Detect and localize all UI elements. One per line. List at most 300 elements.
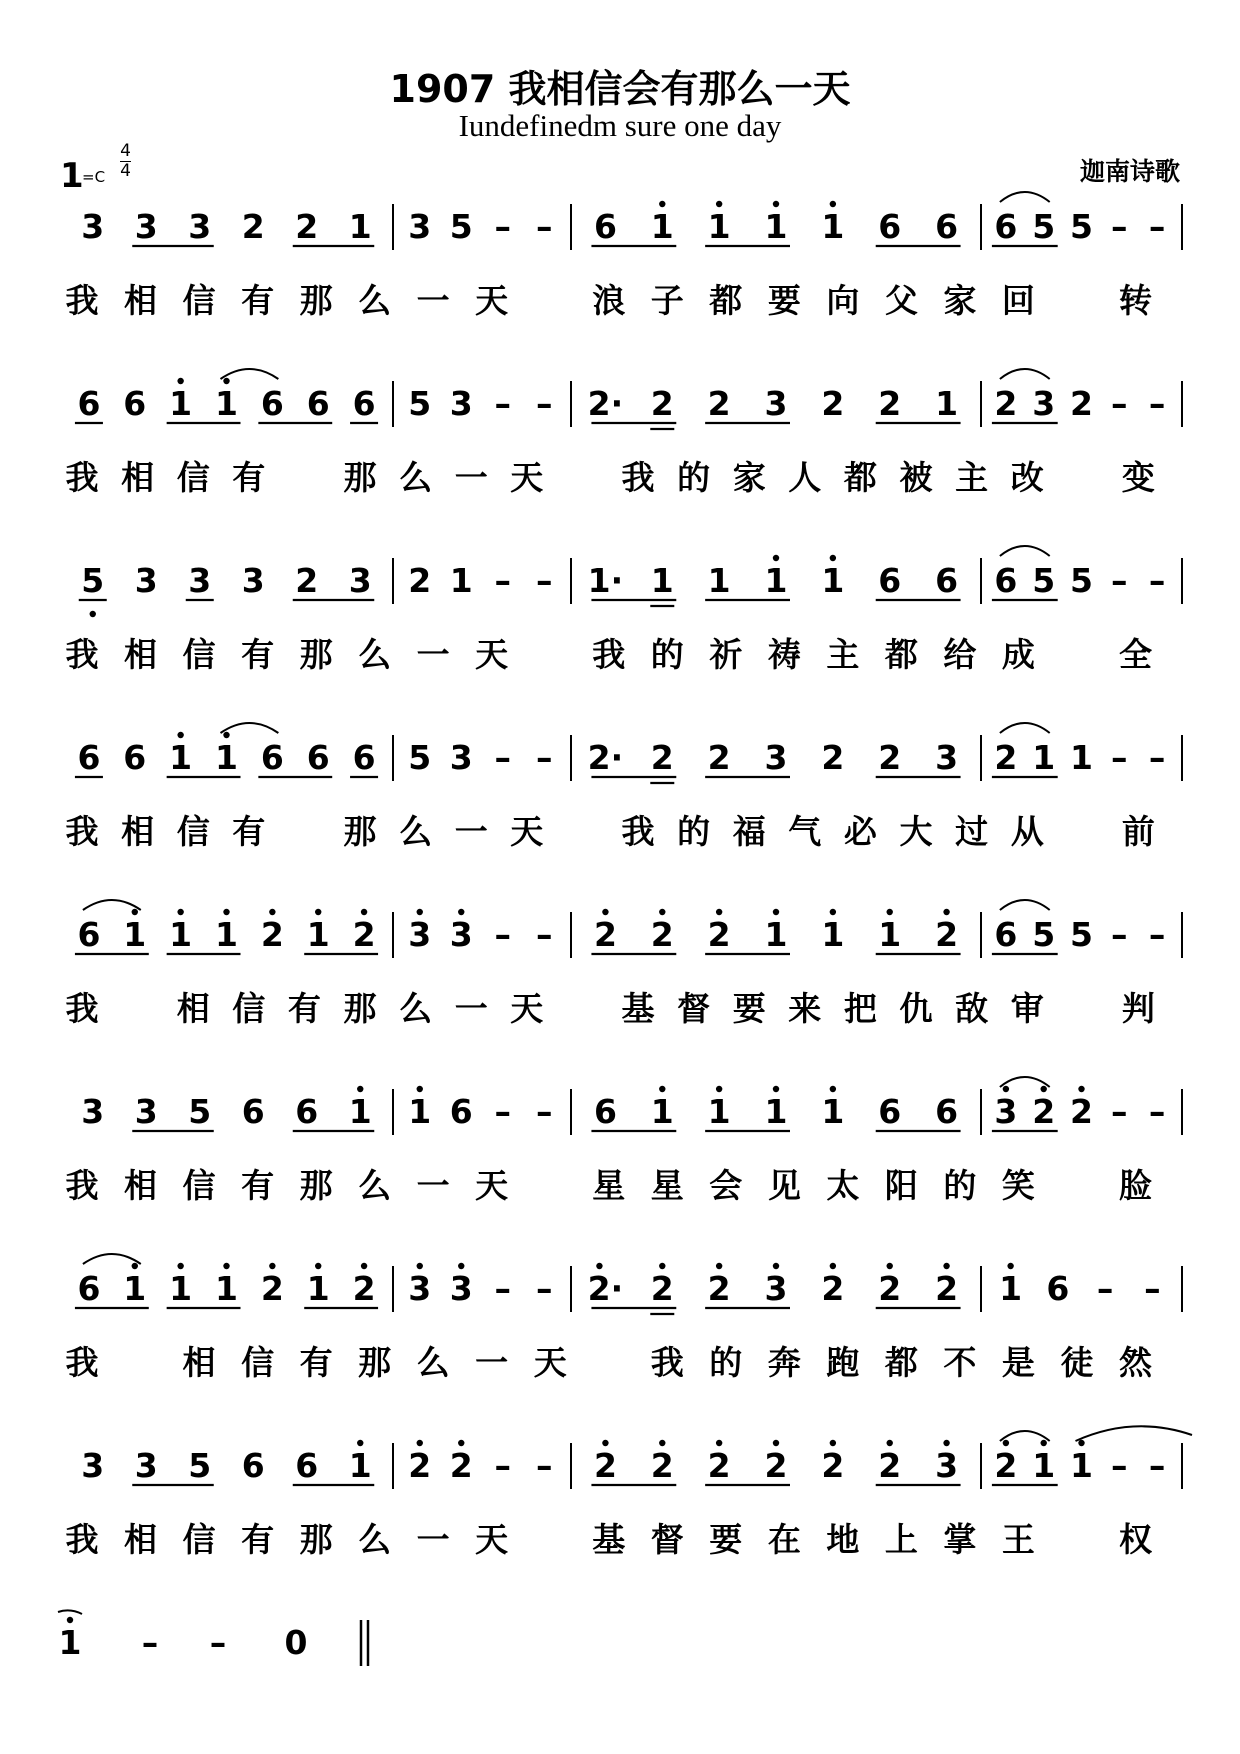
high-octave-dot <box>223 732 229 738</box>
high-octave-dot <box>943 1440 949 1446</box>
high-octave-dot <box>1078 1086 1084 1092</box>
note-digit: 1 <box>169 915 193 954</box>
note-digit: 6 <box>77 384 101 423</box>
slur <box>83 900 141 910</box>
note-digit: 2 <box>878 384 902 423</box>
high-octave-dot <box>716 201 722 207</box>
high-octave-dot <box>1007 1263 1013 1269</box>
lyric-char: 天 <box>510 812 544 851</box>
key-label: =C <box>82 168 106 186</box>
high-octave-dot <box>315 909 321 915</box>
lyric-char: 那 <box>343 458 377 497</box>
lyric-char: 的 <box>709 1343 743 1382</box>
high-octave-dot <box>716 1263 722 1269</box>
note-digit: 6 <box>994 915 1018 954</box>
lyric-char: 督 <box>677 989 711 1028</box>
lyric-char: 回 <box>1001 281 1035 320</box>
lyric-char: 在 <box>767 1520 801 1559</box>
high-octave-dot <box>659 201 665 207</box>
note-digit: 1 <box>215 384 238 423</box>
note-digit: 2 <box>707 1269 731 1308</box>
lyric-char: 必 <box>843 812 877 851</box>
dash-hold: – <box>1111 915 1128 954</box>
note-digit: 3 <box>935 1446 959 1485</box>
lyric-char: 都 <box>843 458 877 497</box>
note-digit: 2 <box>1070 384 1093 423</box>
lyric-char: 要 <box>709 1520 743 1559</box>
note-digit: 6 <box>593 1092 617 1131</box>
lyric-char: 有 <box>241 281 275 320</box>
note-digit: 5 <box>1070 915 1093 954</box>
lyric-char: 要 <box>767 281 801 320</box>
note-digit: 1 <box>821 1092 845 1131</box>
high-octave-dot <box>943 1263 949 1269</box>
high-octave-dot <box>132 909 138 915</box>
note-digit: 3 <box>1032 384 1056 423</box>
lyric-char: 祷 <box>767 635 801 674</box>
lyric-char: 天 <box>510 458 544 497</box>
lyric-char: 我 <box>65 989 99 1028</box>
lyric-char: 天 <box>533 1343 567 1382</box>
high-octave-dot <box>830 1086 836 1092</box>
dash-hold: – <box>1111 1092 1128 1131</box>
lyric-char: 是 <box>1001 1343 1035 1382</box>
note-digit: 3 <box>764 1269 788 1308</box>
lyric-char: 天 <box>475 1166 509 1205</box>
high-octave-dot <box>458 1440 464 1446</box>
note-digit: 6 <box>935 1092 959 1131</box>
note-digit: 2 <box>352 1269 376 1308</box>
lyric-char: 我 <box>65 281 99 320</box>
dash-hold: – <box>494 915 511 954</box>
high-octave-dot <box>177 909 183 915</box>
lyric-char: 信 <box>241 1343 275 1382</box>
high-octave-dot <box>177 1263 183 1269</box>
lyric-char: 么 <box>399 458 433 497</box>
note-digit: 5 <box>188 1446 212 1485</box>
tie-end <box>58 1610 82 1614</box>
lyric-char: 基 <box>592 1520 626 1559</box>
note-digit: 6 <box>306 738 330 777</box>
lyric-char: 家 <box>732 458 766 497</box>
lyric-char: 有 <box>232 812 266 851</box>
lyric-char: 浪 <box>592 281 626 320</box>
lyric-char: 的 <box>650 635 684 674</box>
dash-hold: – <box>494 1269 511 1308</box>
high-octave-dot <box>223 378 229 384</box>
high-octave-dot <box>357 1086 363 1092</box>
lyric-char: 跑 <box>826 1343 860 1382</box>
note-digit: 1 <box>215 915 238 954</box>
note-digit: 1 <box>449 561 473 600</box>
lyric-char: 过 <box>955 812 989 851</box>
high-octave-dot <box>773 909 779 915</box>
note-digit: 1· <box>587 561 624 600</box>
note-digit: 3 <box>449 915 473 954</box>
dash-hold: – <box>1148 1446 1166 1485</box>
high-octave-dot <box>223 909 229 915</box>
note-digit: 1 <box>1032 1446 1056 1485</box>
meter-top: 4 <box>120 141 131 161</box>
note-digit: 6 <box>878 207 902 246</box>
lyric-char: 掌 <box>943 1520 977 1559</box>
note-digit: 2 <box>593 915 617 954</box>
note-digit: 2 <box>408 561 432 600</box>
key-signature: 1 <box>60 156 84 196</box>
note-digit: 2 <box>707 738 731 777</box>
lyric-char: 一 <box>454 458 488 497</box>
high-octave-dot <box>269 909 275 915</box>
lyric-char: 见 <box>767 1166 801 1205</box>
slur <box>1000 1431 1050 1441</box>
high-octave-dot <box>417 909 423 915</box>
note-digit: 3 <box>134 561 158 600</box>
note-digit: 2 <box>260 1269 284 1308</box>
note-digit: 0 <box>284 1623 308 1662</box>
high-octave-dot <box>361 909 367 915</box>
slur <box>1000 192 1050 202</box>
note-digit: 6 <box>123 384 147 423</box>
note-digit: 3 <box>81 207 105 246</box>
lyric-char: 把 <box>843 989 877 1028</box>
dash-hold: – <box>209 1623 227 1662</box>
note-digit: 1 <box>123 1269 147 1308</box>
lyric-char: 权 <box>1118 1520 1152 1559</box>
note-digit: 1 <box>764 915 788 954</box>
note-digit: 2 <box>994 1446 1018 1485</box>
lyric-char: 成 <box>1001 635 1035 674</box>
note-digit: 1 <box>821 915 845 954</box>
high-octave-dot <box>773 1263 779 1269</box>
note-digit: 2 <box>821 738 845 777</box>
lyric-char: 信 <box>182 635 216 674</box>
lyric-char: 阳 <box>884 1166 918 1205</box>
lyric-char: 那 <box>343 989 377 1028</box>
lyric-char: 不 <box>943 1343 977 1382</box>
note-digit: 6 <box>260 738 284 777</box>
high-octave-dot <box>417 1440 423 1446</box>
lyric-char: 我 <box>65 812 99 851</box>
lyric-char: 那 <box>343 812 377 851</box>
note-digit: 2 <box>650 1269 674 1308</box>
lyric-char: 的 <box>677 458 711 497</box>
high-octave-dot <box>1041 1086 1047 1092</box>
note-digit: 1 <box>764 207 788 246</box>
note-digit: 2 <box>707 1446 731 1485</box>
lyric-char: 信 <box>182 1166 216 1205</box>
high-octave-dot <box>659 909 665 915</box>
note-digit: 3 <box>408 207 432 246</box>
note-digit: 2 <box>408 1446 432 1485</box>
note-digit: 3 <box>408 1269 432 1308</box>
slur <box>1000 723 1050 733</box>
note-digit: 3 <box>449 1269 473 1308</box>
lyric-char: 的 <box>943 1166 977 1205</box>
note-digit: 3 <box>81 1446 105 1485</box>
note-digit: 2 <box>1070 1092 1093 1131</box>
high-octave-dot <box>458 909 464 915</box>
lyric-char: 相 <box>176 989 210 1028</box>
note-digit: 1 <box>348 1446 372 1485</box>
note-digit: 1 <box>169 1269 193 1308</box>
lyric-char: 敌 <box>955 989 989 1028</box>
lyric-char: 有 <box>241 1166 275 1205</box>
high-octave-dot <box>1003 1086 1009 1092</box>
lyric-char: 奔 <box>767 1343 801 1382</box>
lyric-char: 么 <box>358 281 392 320</box>
lyric-char: 相 <box>121 812 155 851</box>
lyric-char: 么 <box>399 989 433 1028</box>
note-digit: 2 <box>707 915 731 954</box>
note-digit: 1 <box>1070 738 1093 777</box>
tie-start <box>1076 1426 1193 1441</box>
lyric-char: 王 <box>1001 1520 1035 1559</box>
dash-hold: – <box>494 1092 511 1131</box>
high-octave-dot <box>716 1440 722 1446</box>
note-digit: 6 <box>123 738 147 777</box>
high-octave-dot <box>458 1263 464 1269</box>
lyric-char: 天 <box>510 989 544 1028</box>
note-digit: 6 <box>352 384 376 423</box>
slur <box>1000 546 1050 556</box>
note-digit: 1 <box>707 561 731 600</box>
lyric-char: 都 <box>709 281 743 320</box>
high-octave-dot <box>417 1263 423 1269</box>
note-digit: 2 <box>821 384 845 423</box>
lyric-char: 信 <box>182 1520 216 1559</box>
note-digit: 1 <box>650 561 674 600</box>
lyric-char: 转 <box>1118 281 1152 320</box>
slur <box>83 1254 141 1264</box>
slur <box>1000 1077 1050 1087</box>
note-digit: 1 <box>58 1623 82 1662</box>
note-digit: 1 <box>215 1269 238 1308</box>
note-digit: 5 <box>1070 561 1093 600</box>
high-octave-dot <box>177 732 183 738</box>
lyric-char: 一 <box>416 281 450 320</box>
high-octave-dot <box>1078 1440 1084 1446</box>
lyric-char: 相 <box>124 1520 158 1559</box>
lyric-char: 相 <box>124 635 158 674</box>
lyric-char: 要 <box>732 989 766 1028</box>
note-digit: 5 <box>408 738 432 777</box>
lyric-char: 天 <box>475 635 509 674</box>
high-octave-dot <box>773 1086 779 1092</box>
lyric-char: 星 <box>592 1166 626 1205</box>
high-octave-dot <box>773 555 779 561</box>
note-digit: 2 <box>295 207 319 246</box>
note-digit: 3 <box>348 561 372 600</box>
high-octave-dot <box>887 909 893 915</box>
lyric-char: 信 <box>176 812 210 851</box>
dash-hold: – <box>536 1092 553 1131</box>
dash-hold: – <box>494 561 511 600</box>
note-digit: 6 <box>352 738 376 777</box>
lyric-char: 审 <box>1010 989 1044 1028</box>
lyric-char: 脸 <box>1118 1166 1152 1205</box>
note-digit: 5 <box>188 1092 212 1131</box>
note-digit: 1 <box>821 561 845 600</box>
dash-hold: – <box>1148 915 1166 954</box>
lyric-char: 气 <box>788 812 822 851</box>
high-octave-dot <box>943 909 949 915</box>
dash-hold: – <box>494 207 511 246</box>
note-digit: 5 <box>81 561 105 600</box>
lyric-char: 的 <box>677 812 711 851</box>
dash-hold: – <box>1111 207 1128 246</box>
high-octave-dot <box>716 909 722 915</box>
note-digit: 2 <box>241 207 265 246</box>
lyric-char: 然 <box>1118 1343 1152 1382</box>
lyric-char: 改 <box>1010 458 1044 497</box>
note-digit: 6 <box>295 1446 319 1485</box>
note-digit: 3 <box>134 207 158 246</box>
lyric-char: 徒 <box>1060 1343 1094 1382</box>
note-digit: 2 <box>878 1269 902 1308</box>
lyric-char: 相 <box>182 1343 216 1382</box>
lyric-char: 有 <box>241 635 275 674</box>
note-digit: 1 <box>650 1092 674 1131</box>
lyric-char: 主 <box>955 458 989 497</box>
note-digit: 6 <box>306 384 330 423</box>
note-digit: 2 <box>260 915 284 954</box>
high-octave-dot <box>269 1263 275 1269</box>
note-digit: 2 <box>593 1446 617 1485</box>
lyric-char: 么 <box>399 812 433 851</box>
note-digit: 5 <box>1032 915 1056 954</box>
note-digit: 3 <box>449 738 473 777</box>
dash-hold: – <box>1111 384 1128 423</box>
high-octave-dot <box>223 1263 229 1269</box>
note-digit: 6 <box>994 207 1018 246</box>
lyric-char: 上 <box>884 1520 918 1559</box>
lyric-char: 天 <box>475 1520 509 1559</box>
note-digit: 2 <box>650 1446 674 1485</box>
note-digit: 2 <box>707 384 731 423</box>
lyric-char: 一 <box>416 635 450 674</box>
note-digit: 6 <box>994 561 1018 600</box>
high-octave-dot <box>602 1440 608 1446</box>
high-octave-dot <box>830 201 836 207</box>
note-digit: 3 <box>764 738 788 777</box>
high-octave-dot <box>602 909 608 915</box>
lyric-char: 我 <box>621 458 655 497</box>
high-octave-dot <box>315 1263 321 1269</box>
note-digit: 6 <box>878 1092 902 1131</box>
dash-hold: – <box>1148 561 1166 600</box>
dash-hold: – <box>1096 1269 1114 1308</box>
high-octave-dot <box>830 555 836 561</box>
note-digit: 6 <box>260 384 284 423</box>
high-octave-dot <box>887 1263 893 1269</box>
note-digit: 1 <box>169 384 193 423</box>
note-digit: 1 <box>306 1269 330 1308</box>
dash-hold: – <box>1111 738 1128 777</box>
dash-hold: – <box>494 1446 511 1485</box>
note-digit: 1 <box>650 207 674 246</box>
dash-hold: – <box>1148 1092 1166 1131</box>
slur <box>221 723 279 733</box>
high-octave-dot <box>716 1086 722 1092</box>
note-digit: 1 <box>306 915 330 954</box>
lyric-char: 星 <box>650 1166 684 1205</box>
author-credit: 迦南诗歌 <box>1079 157 1180 186</box>
lyric-char: 一 <box>475 1343 509 1382</box>
note-digit: 3 <box>188 207 212 246</box>
note-digit: 5 <box>1032 207 1056 246</box>
note-digit: 6 <box>295 1092 319 1131</box>
note-digit: 1 <box>707 207 731 246</box>
lyric-char: 向 <box>826 281 860 320</box>
lyric-char: 一 <box>416 1520 450 1559</box>
note-digit: 1 <box>1070 1446 1093 1485</box>
lyric-char: 被 <box>899 458 933 497</box>
note-digit: 1 <box>169 738 193 777</box>
note-digit: 2 <box>1032 1092 1056 1131</box>
dash-hold: – <box>494 738 511 777</box>
note-digit: 6 <box>77 915 101 954</box>
note-digit: 6 <box>77 738 101 777</box>
note-digit: 1 <box>878 915 902 954</box>
note-digit: 5 <box>1032 561 1056 600</box>
lyric-char: 么 <box>358 1166 392 1205</box>
note-digit: 3 <box>449 384 473 423</box>
note-digit: 3 <box>134 1446 158 1485</box>
note-digit: 1 <box>348 207 372 246</box>
dash-hold: – <box>536 915 553 954</box>
lyric-char: 那 <box>358 1343 392 1382</box>
lyric-char: 主 <box>826 635 860 674</box>
lyric-char: 那 <box>299 1520 333 1559</box>
note-digit: 2 <box>935 1269 959 1308</box>
lyric-char: 判 <box>1121 989 1155 1028</box>
lyric-char: 信 <box>182 281 216 320</box>
lyric-char: 人 <box>788 458 822 497</box>
lyric-char: 笑 <box>1001 1166 1035 1205</box>
note-digit: 2 <box>650 384 674 423</box>
lyric-char: 督 <box>650 1520 684 1559</box>
lyric-char: 我 <box>621 812 655 851</box>
song-subtitle: Iundefinedm sure one day <box>458 108 782 143</box>
lyric-char: 子 <box>650 281 684 320</box>
slur <box>221 369 279 379</box>
note-digit: 2 <box>935 915 959 954</box>
dash-hold: – <box>494 384 511 423</box>
lyric-char: 从 <box>1010 812 1044 851</box>
lyric-char: 都 <box>884 1343 918 1382</box>
note-digit: 2 <box>650 738 674 777</box>
note-digit: 2 <box>878 738 902 777</box>
lyric-char: 相 <box>121 458 155 497</box>
note-digit: 2 <box>994 384 1018 423</box>
lyric-char: 那 <box>299 281 333 320</box>
lyric-char: 给 <box>943 635 977 674</box>
note-digit: 2 <box>449 1446 473 1485</box>
note-digit: 2 <box>821 1269 845 1308</box>
lyric-char: 我 <box>650 1343 684 1382</box>
lyric-char: 有 <box>287 989 321 1028</box>
lyric-char: 会 <box>709 1166 743 1205</box>
note-digit: 2 <box>295 561 319 600</box>
lyric-char: 么 <box>358 635 392 674</box>
lyric-char: 祈 <box>709 635 743 674</box>
dash-hold: – <box>536 561 553 600</box>
lyric-char: 一 <box>454 812 488 851</box>
lyric-char: 有 <box>241 1520 275 1559</box>
low-octave-dot <box>90 611 96 617</box>
lyric-char: 我 <box>65 1166 99 1205</box>
lyric-char: 前 <box>1121 812 1155 851</box>
